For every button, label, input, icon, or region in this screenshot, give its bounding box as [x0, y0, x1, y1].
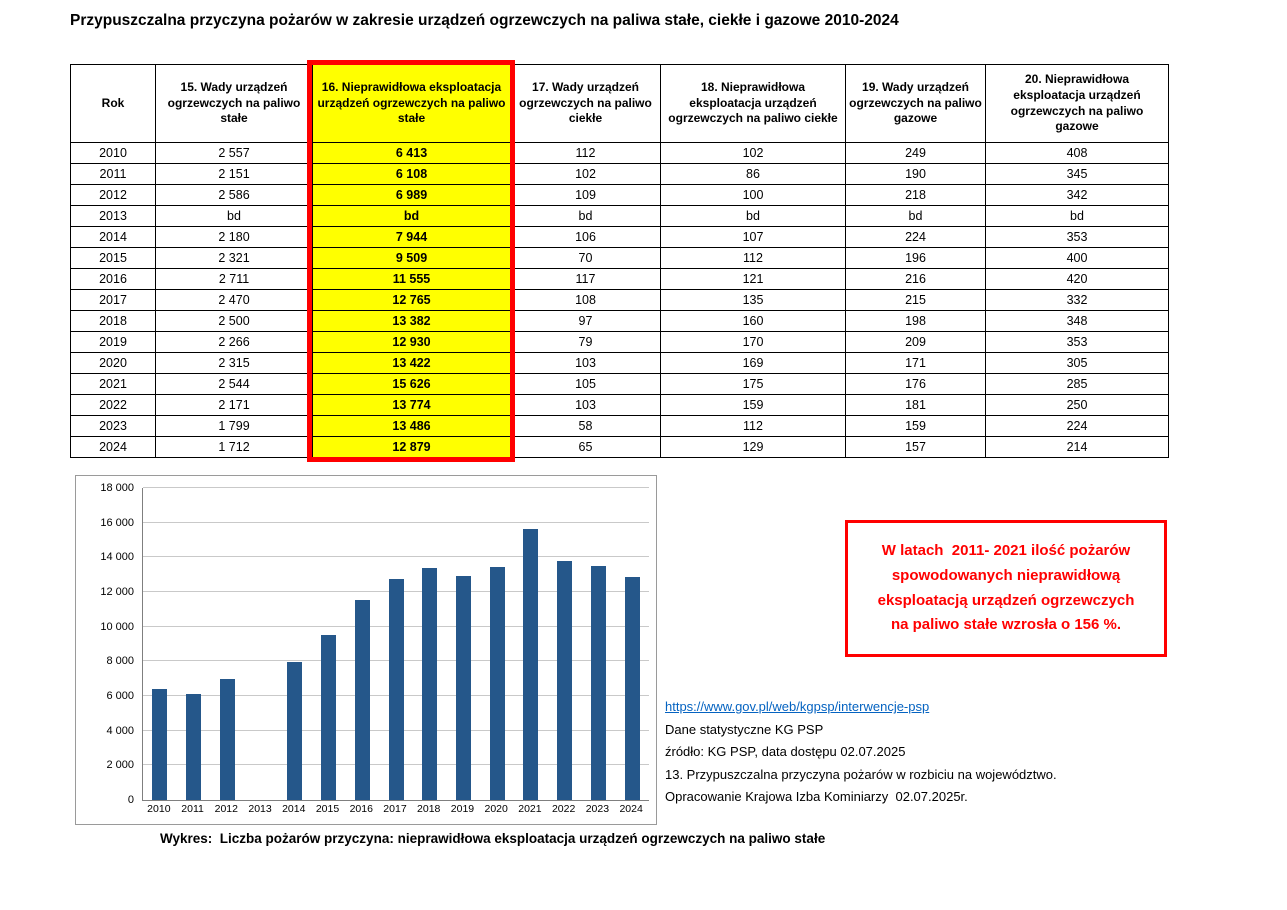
value-cell: bd: [156, 206, 313, 227]
table-row: [71, 311, 1169, 332]
value-cell: 100: [661, 185, 846, 206]
chart-plot-area: [142, 488, 649, 801]
value-cell: 175: [661, 374, 846, 395]
value-cell: 190: [846, 164, 986, 185]
value-cell: 215: [846, 290, 986, 311]
value-cell: 97: [511, 311, 661, 332]
bar-2019: [456, 576, 471, 800]
value-cell: 2 500: [156, 311, 313, 332]
value-cell: 105: [511, 374, 661, 395]
value-cell: 353: [986, 227, 1169, 248]
table-header-row: [71, 65, 1169, 143]
year-cell: 2018: [71, 311, 156, 332]
value-cell: 196: [846, 248, 986, 269]
x-tick-label: 2012: [214, 803, 238, 815]
value-cell: 79: [511, 332, 661, 353]
year-cell: 2024: [71, 437, 156, 458]
value-cell: 285: [986, 374, 1169, 395]
gridline: [143, 522, 649, 523]
value-cell: 86: [661, 164, 846, 185]
bar-2010: [152, 689, 167, 800]
fires-table-body: [71, 143, 1169, 458]
fires-table: [70, 64, 1168, 458]
x-tick-label: 2010: [147, 803, 171, 815]
bar-2016: [355, 600, 370, 800]
year-cell: 2023: [71, 416, 156, 437]
x-tick-label: 2020: [484, 803, 508, 815]
year-cell: 2016: [71, 269, 156, 290]
value-cell: 13 422: [313, 353, 511, 374]
value-cell: 12 879: [313, 437, 511, 458]
x-tick-label: 2011: [181, 803, 204, 815]
value-cell: 6 989: [313, 185, 511, 206]
value-cell: 249: [846, 143, 986, 164]
x-tick-label: 2019: [450, 803, 475, 815]
value-cell: 216: [846, 269, 986, 290]
bar-2015: [321, 635, 336, 800]
value-cell: 135: [661, 290, 846, 311]
y-tick-label: 18 000: [100, 482, 134, 494]
bar-2012: [220, 679, 235, 800]
value-cell: 117: [511, 269, 661, 290]
value-cell: 353: [986, 332, 1169, 353]
fires-data-table: [70, 64, 1169, 458]
value-cell: 250: [986, 395, 1169, 416]
y-tick-label: 8 000: [106, 655, 134, 668]
x-tick-label: 2023: [585, 803, 610, 815]
bar-2022: [557, 561, 572, 800]
x-tick-label: 2014: [282, 803, 306, 815]
value-cell: 109: [511, 185, 661, 206]
value-cell: 171: [846, 353, 986, 374]
column-header: 17. Wady urządzeń ogrzewczych na paliwo ciekłe: [511, 65, 661, 143]
y-tick-label: 4 000: [106, 724, 134, 737]
table-row: [71, 290, 1169, 311]
value-cell: 9 509: [313, 248, 511, 269]
value-cell: 106: [511, 227, 661, 248]
value-cell: 129: [661, 437, 846, 458]
table-row: [71, 353, 1169, 374]
column-header: 15. Wady urządzeń ogrzewczych na paliwo stałe: [156, 65, 313, 143]
table-row: [71, 206, 1169, 227]
value-cell: 108: [511, 290, 661, 311]
source-line: Dane statystyczne KG PSP: [665, 721, 824, 737]
x-tick-label: 2021: [518, 803, 542, 815]
annotation-line: na paliwo stałe wzrosła o 156 %.: [890, 616, 1122, 634]
value-cell: 218: [846, 185, 986, 206]
chart-x-axis: [142, 803, 648, 819]
annotation-line: spowodowanych nieprawidłową: [891, 566, 1121, 584]
year-cell: 2019: [71, 332, 156, 353]
chart-y-axis: [76, 482, 134, 806]
value-cell: 181: [846, 395, 986, 416]
value-cell: 2 321: [156, 248, 313, 269]
table-row: [71, 416, 1169, 437]
x-tick-label: 2024: [619, 803, 643, 815]
value-cell: 176: [846, 374, 986, 395]
column-header: 18. Nieprawidłowa eksploatacja urządzeń ogrzewczych na paliwo ciekłe: [661, 65, 846, 143]
x-tick-label: 2013: [248, 803, 272, 815]
value-cell: 345: [986, 164, 1169, 185]
table-row: [71, 374, 1169, 395]
year-cell: 2022: [71, 395, 156, 416]
value-cell: 157: [846, 437, 986, 458]
table-row: [71, 143, 1169, 164]
value-cell: 2 544: [156, 374, 313, 395]
value-cell: 13 382: [313, 311, 511, 332]
bar-2017: [389, 579, 404, 800]
value-cell: 12 765: [313, 290, 511, 311]
year-cell: 2015: [71, 248, 156, 269]
value-cell: bd: [511, 206, 661, 227]
value-cell: 112: [511, 143, 661, 164]
value-cell: 159: [846, 416, 986, 437]
source-line: źródło: KG PSP, data dostępu 02.07.2025: [665, 744, 906, 759]
value-cell: bd: [846, 206, 986, 227]
value-cell: bd: [986, 206, 1169, 227]
value-cell: 6 108: [313, 164, 511, 185]
value-cell: 342: [986, 185, 1169, 206]
page-title: Przypuszczalna przyczyna pożarów w zakresie urządzeń ogrzewczych na paliwa stałe, ciekłe i gazowe 2010-2024: [70, 12, 899, 29]
y-tick-label: 16 000: [100, 516, 134, 529]
table-row: [71, 227, 1169, 248]
annotation-box: [845, 520, 1167, 657]
value-cell: 70: [511, 248, 661, 269]
chart-caption: Wykres: Liczba pożarów przyczyna: nieprawidłowa eksploatacja urządzeń ogrzewczych na paliwo stałe: [160, 831, 826, 846]
value-cell: 2 171: [156, 395, 313, 416]
value-cell: 2 557: [156, 143, 313, 164]
value-cell: 170: [661, 332, 846, 353]
value-cell: 408: [986, 143, 1169, 164]
value-cell: 209: [846, 332, 986, 353]
annotation-line: W latach 2011- 2021 ilość pożarów: [881, 542, 1131, 559]
column-header: 16. Nieprawidłowa eksploatacja urządzeń ogrzewczych na paliwo stałe: [313, 65, 511, 143]
year-cell: 2013: [71, 206, 156, 227]
bar-2023: [591, 566, 606, 800]
value-cell: 332: [986, 290, 1169, 311]
y-tick-label: 6 000: [106, 690, 134, 702]
value-cell: 2 315: [156, 353, 313, 374]
value-cell: 2 711: [156, 269, 313, 290]
column-header: Rok: [71, 65, 156, 143]
value-cell: 2 180: [156, 227, 313, 248]
bar-chart: [75, 475, 657, 825]
value-cell: 159: [661, 395, 846, 416]
bar-2020: [490, 567, 505, 800]
x-tick-label: 2016: [349, 803, 373, 815]
table-row: [71, 164, 1169, 185]
value-cell: 2 266: [156, 332, 313, 353]
value-cell: 400: [986, 248, 1169, 269]
value-cell: 2 470: [156, 290, 313, 311]
value-cell: 348: [986, 311, 1169, 332]
y-tick-label: 10 000: [100, 620, 134, 633]
x-tick-label: 2022: [551, 803, 576, 815]
year-cell: 2010: [71, 143, 156, 164]
annotation-line: eksploatacją urządzeń ogrzewczych: [877, 591, 1135, 609]
value-cell: 2 151: [156, 164, 313, 185]
column-header: 19. Wady urządzeń ogrzewczych na paliwo gazowe: [846, 65, 986, 143]
year-cell: 2011: [71, 164, 156, 185]
table-row: [71, 248, 1169, 269]
table-row: [71, 395, 1169, 416]
value-cell: 169: [661, 353, 846, 374]
bar-2014: [287, 662, 302, 800]
column-header: 20. Nieprawidłowa eksploatacja urządzeń ogrzewczych na paliwo gazowe: [986, 65, 1169, 143]
value-cell: 107: [661, 227, 846, 248]
table-row: [71, 332, 1169, 353]
value-cell: 224: [846, 227, 986, 248]
year-cell: 2021: [71, 374, 156, 395]
y-tick-label: 12 000: [100, 586, 134, 598]
value-cell: 103: [511, 353, 661, 374]
value-cell: 112: [661, 416, 846, 437]
value-cell: 7 944: [313, 227, 511, 248]
value-cell: 160: [661, 311, 846, 332]
value-cell: 15 626: [313, 374, 511, 395]
year-cell: 2017: [71, 290, 156, 311]
value-cell: 103: [511, 395, 661, 416]
x-tick-label: 2018: [417, 803, 441, 815]
year-cell: 2020: [71, 353, 156, 374]
value-cell: bd: [661, 206, 846, 227]
value-cell: 305: [986, 353, 1169, 374]
value-cell: 420: [986, 269, 1169, 290]
x-tick-label: 2017: [383, 803, 407, 815]
source-line: Opracowanie Krajowa Izba Kominiarzy 02.07.2025r.: [665, 789, 968, 804]
value-cell: 58: [511, 416, 661, 437]
value-cell: 65: [511, 437, 661, 458]
value-cell: 102: [661, 143, 846, 164]
value-cell: 13 774: [313, 395, 511, 416]
table-row: [71, 437, 1169, 458]
table-row: [71, 269, 1169, 290]
value-cell: 1 799: [156, 416, 313, 437]
value-cell: 2 586: [156, 185, 313, 206]
table-row: [71, 185, 1169, 206]
source-link[interactable]: https://www.gov.pl/web/kgpsp/interwencje-psp: [665, 699, 930, 714]
value-cell: 224: [986, 416, 1169, 437]
y-tick-label: 2 000: [106, 759, 134, 772]
bar-2024: [625, 577, 640, 800]
value-cell: 121: [661, 269, 846, 290]
gridline: [143, 487, 649, 488]
value-cell: 102: [511, 164, 661, 185]
value-cell: 13 486: [313, 416, 511, 437]
value-cell: 6 413: [313, 143, 511, 164]
year-cell: 2014: [71, 227, 156, 248]
source-line: 13. Przypuszczalna przyczyna pożarów w rozbiciu na województwo.: [665, 766, 1057, 782]
bar-2011: [186, 694, 201, 800]
sources-block: [665, 696, 1057, 809]
year-cell: 2012: [71, 185, 156, 206]
value-cell: 12 930: [313, 332, 511, 353]
bar-2018: [422, 568, 437, 800]
value-cell: 11 555: [313, 269, 511, 290]
value-cell: 214: [986, 437, 1169, 458]
value-cell: bd: [313, 206, 511, 227]
value-cell: 112: [661, 248, 846, 269]
value-cell: 1 712: [156, 437, 313, 458]
bar-2021: [523, 529, 538, 800]
gridline: [143, 556, 649, 557]
y-tick-label: 14 000: [100, 551, 134, 564]
x-tick-label: 2015: [315, 803, 340, 815]
value-cell: 198: [846, 311, 986, 332]
y-tick-label: 0: [127, 794, 134, 806]
